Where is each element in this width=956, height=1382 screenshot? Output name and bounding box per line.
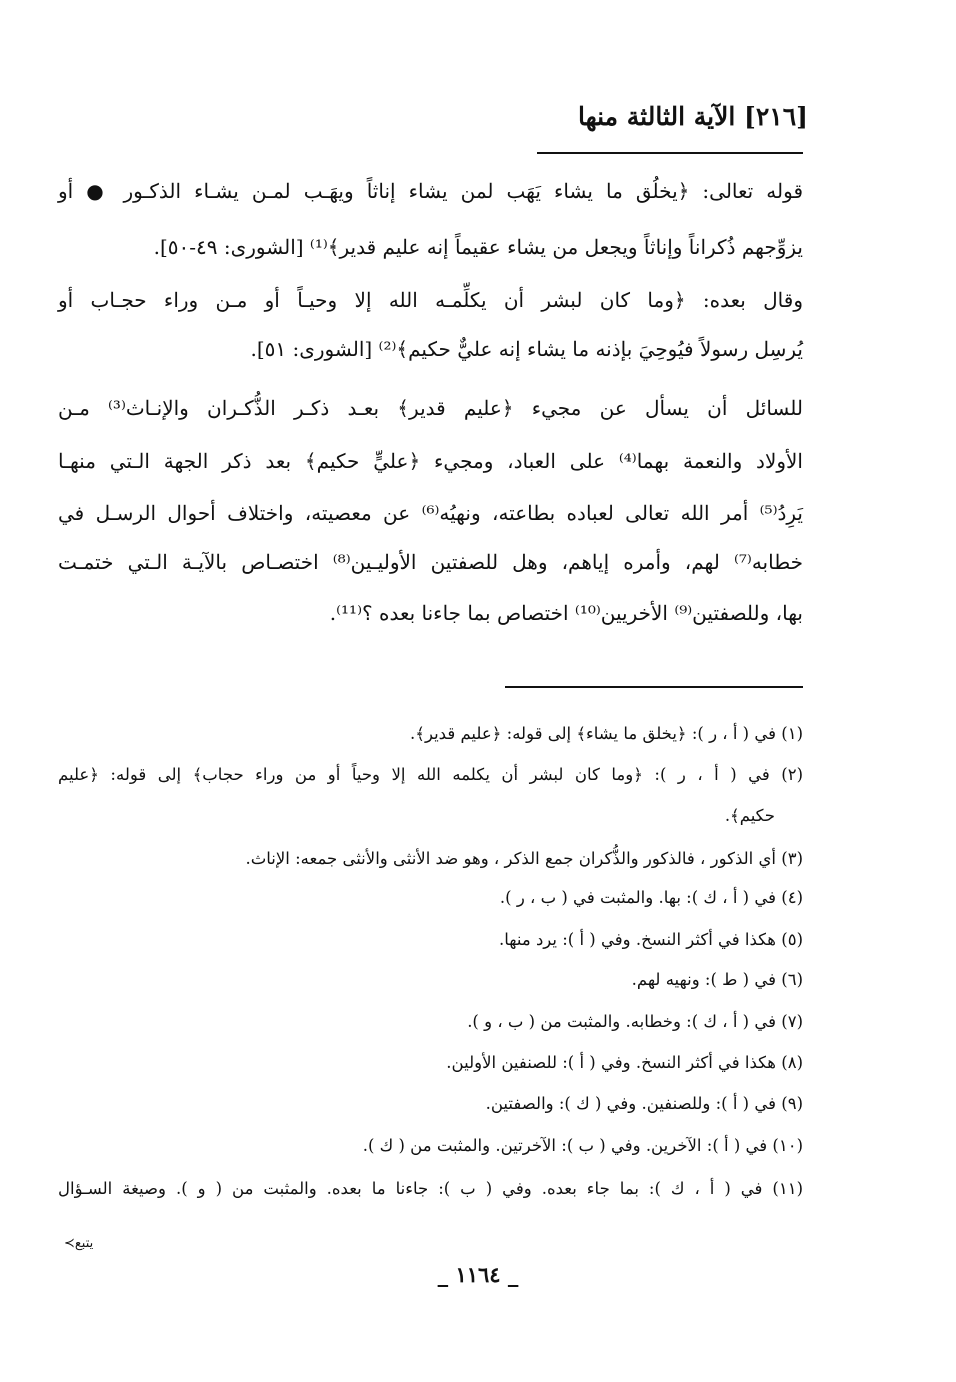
footnote-continuation: حكيم﴾. (724, 806, 775, 825)
footnote: (٦) في ( ط ): ونهيه لهم. (631, 970, 803, 989)
body-line: الأولاد والنعمة بهما⁽⁴⁾ على العباد، ومجيء ﴿عليٍّ حكيم﴾ بعد ذكر الجهة الـتي منهـا (58, 449, 803, 473)
footnote: (٢) في ( أ ، ر ): ﴿وما كان لبشر أن يكلمه الله إلا وحياً أو من وراء حجاب﴾ إلى قوله: ﴿عليم (58, 765, 803, 784)
footnote: (٥) هكذا في أكثر النسخ. وفي ( أ ): يرد منها. (499, 930, 803, 949)
body-line: للسائل أن يسأل عن مجيء ﴿عليم قدير﴾ بعـد ذكـر الذُّكـران والإنـاث⁽³⁾ مـن (58, 396, 803, 420)
footnote: (٩) في ( أ ): وللصنفين. وفي ( ك ): والصفتين. (485, 1094, 803, 1113)
continued-marker: يتبع≻ (64, 1236, 94, 1251)
body-line: يُرسِل رسولاً فيُوحِيَ بإذنه ما يشاء إنه عليٌّ حكيم﴾⁽²⁾ [الشورى: ٥١]. (250, 337, 803, 361)
heading-underline (537, 152, 803, 154)
footnote: (٣) أي الذكور ، فالذكور والذُّكران جمع الذكر ، وهو ضد الأنثى والأنثى جمعه: الإناث. (245, 849, 803, 868)
body-line: خطابه⁽⁷⁾ لهم، وأمره إياهم، وهل للصفتين الأوليـين⁽⁸⁾ اختصـاص بالآيـة الـتي ختمـت (58, 550, 803, 574)
footnote: (١) في ( أ ، ر ): ﴿يخلق ما يشاء﴾ إلى قوله: ﴿عليم قدير﴾. (410, 724, 803, 743)
section-heading: [٢١٦] الآية الثالثة منها (577, 102, 808, 131)
body-line: وقال بعده: ﴿وما كان لبشر أن يكلِّمـه الله إلا وحيـاً أو مـن وراء حجـاب أو (58, 288, 803, 312)
body-line: يزوِّجهم ذُكراناً وإناثاً ويجعل من يشاء عقيماً إنه عليم قدير﴾⁽¹⁾ [الشورى: ٤٩-٥٠]. (153, 235, 803, 259)
page-number: _ ١١٦٤ _ (437, 1262, 519, 1287)
footnote: (١١) في ( أ ، ك ): بما جاء بعده. وفي ( ب ): جاءنا ما بعده. والمثبت من ( و ). وصيغة السـؤال (58, 1179, 803, 1198)
footnote-separator (505, 686, 803, 688)
body-line: بها، وللصفتين⁽⁹⁾ الأخريين⁽¹⁰⁾ اختصاص بما جاءنا بعده ؟⁽¹¹⁾. (329, 601, 803, 625)
footnote: (٧) في ( أ ، ك ): وخطابه. والمثبت من ( ب ، و ). (467, 1012, 803, 1031)
footnote: (١٠) في ( أ ): الآخرين. وفي ( ب ): الآخرتين. والمثبت من ( ك ). (362, 1136, 803, 1155)
footnote: (٤) في ( أ ، ك ): بها. والمثبت في ( ب ، ر ). (499, 888, 803, 907)
body-line: قوله تعالى: ﴿يخلُق ما يشاء يَهَب لمن يشاء إناثاً ويهَـب لمـن يشـاء الذكـور ● أو (58, 179, 803, 203)
footnote: (٨) هكذا في أكثر النسخ. وفي ( أ ): للصنفين الأولين. (446, 1053, 803, 1072)
body-line: يَرِدُ⁽⁵⁾ أمر الله تعالى لعباده بطاعته، ونهيُه⁽⁶⁾ عن معصيته، واختلاف أحوال الرسـل في (58, 501, 803, 525)
